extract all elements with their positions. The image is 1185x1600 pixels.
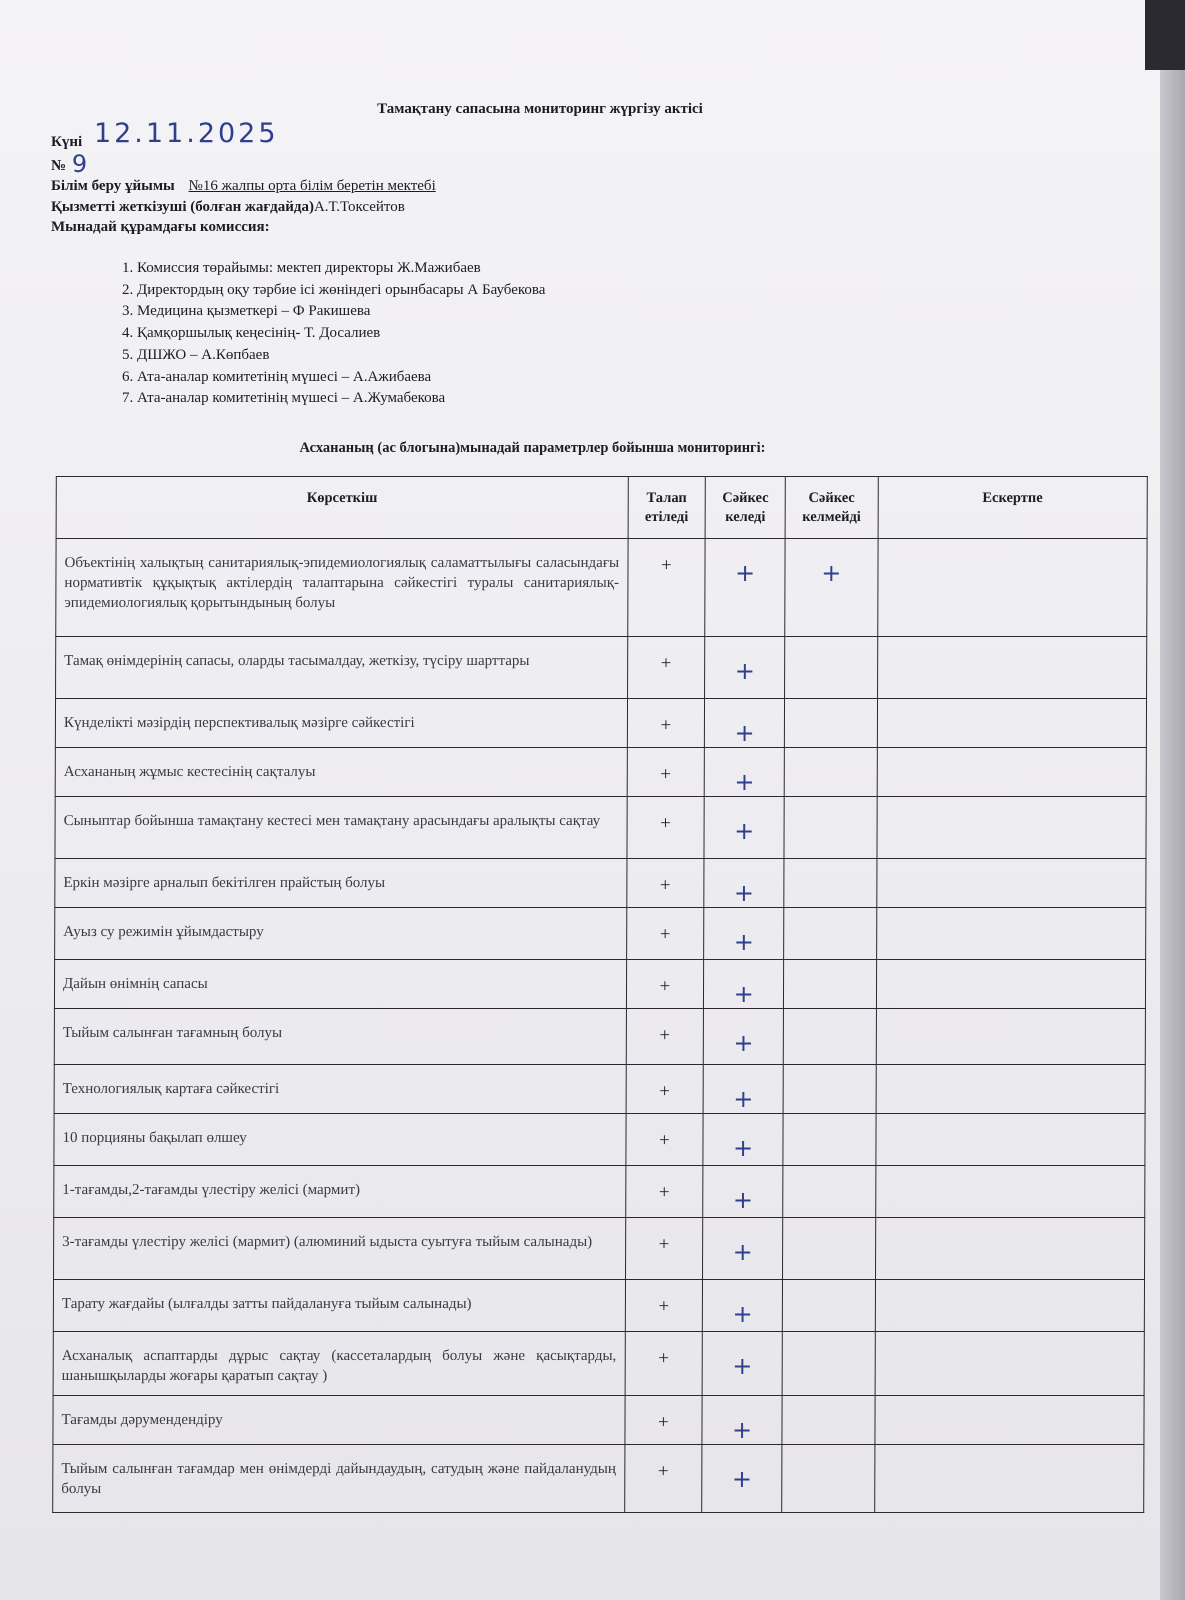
required-mark: + xyxy=(625,1280,703,1332)
required-mark: + xyxy=(627,637,705,699)
page-edge xyxy=(1160,0,1185,1600)
monitoring-table xyxy=(52,476,1148,1513)
table-header-row xyxy=(56,477,1147,539)
compliant-mark xyxy=(704,960,784,1009)
required-mark: + xyxy=(626,1065,704,1114)
note-cell xyxy=(877,699,1146,748)
compliant-mark xyxy=(702,1445,782,1513)
note-cell xyxy=(876,1114,1146,1166)
compliant-mark-handwritten: + xyxy=(732,1300,753,1328)
note-cell xyxy=(874,1445,1144,1513)
compliant-mark xyxy=(702,1332,782,1396)
compliant-mark xyxy=(704,1009,784,1065)
note-cell xyxy=(876,960,1145,1009)
background-corner xyxy=(1145,0,1185,70)
commission-member: 2. Директордың оқу тәрбие ісі жөніндегі орынбасары А Баубекова xyxy=(122,281,546,298)
indicator-cell: Объектінің халықтың санитариялық-эпидемиологиялық саламаттылығы саласындағы нормативтік құқықтық актілердің талаптарына сәйкестігі туралы санитариялық-эпидемиологиялық қорытындының болуы xyxy=(56,539,628,637)
compliant-mark-handwritten: + xyxy=(733,1029,754,1057)
required-mark: + xyxy=(624,1396,702,1445)
indicator-cell: Тыйым салынған тағамның болуы xyxy=(54,1009,626,1065)
supplier-line xyxy=(51,199,405,216)
compliant-mark xyxy=(704,859,784,908)
commission-member: 7. Ата-аналар комитетінің мүшесі – А.Жумабекова xyxy=(122,390,446,407)
table-row xyxy=(54,1065,1145,1114)
required-mark: + xyxy=(627,699,705,748)
indicator-cell: Тарату жағдайы (ылғалды затты пайдалануға тыйым салынады) xyxy=(53,1280,625,1332)
compliant-mark-handwritten: + xyxy=(733,980,754,1008)
note-cell xyxy=(875,1166,1145,1218)
noncompliant-mark xyxy=(782,1445,875,1513)
commission-member: 5. ДШЖО – А.Көпбаев xyxy=(122,346,270,363)
note-cell xyxy=(877,797,1147,859)
note-cell xyxy=(875,1396,1144,1445)
indicator-cell: Күнделікті мәзірдің перспективалық мәзірге сәйкестігі xyxy=(55,699,627,748)
number-line xyxy=(51,148,90,176)
noncompliant-mark xyxy=(784,797,877,859)
compliant-mark xyxy=(703,1218,783,1280)
indicator-cell: 1-тағамды,2-тағамды үлестіру желісі (мармит) xyxy=(54,1166,626,1218)
table-title: Асхананың (ас блогына)мынадай параметрлер бойынша мониторингі: xyxy=(299,440,766,456)
commission-member: 6. Ата-аналар комитетінің мүшесі – А.Ажибаева xyxy=(122,368,432,385)
required-mark: + xyxy=(626,908,704,960)
document-title: Тамақтану сапасына мониторинг жүргізу актісі xyxy=(377,101,703,117)
commission-member: 1. Комиссия төрайымы: мектеп директоры Ж.Мажибаев xyxy=(122,260,481,276)
required-mark: + xyxy=(627,748,705,797)
required-mark: + xyxy=(624,1445,702,1513)
noncompliant-mark xyxy=(782,1396,875,1445)
school-label: Білім беру ұйымы xyxy=(51,178,175,194)
supplier-label: Қызметті жеткізуші (болған жағдайда) xyxy=(51,199,314,215)
compliant-mark-handwritten: + xyxy=(735,559,756,587)
required-mark: + xyxy=(626,1009,704,1065)
note-cell xyxy=(875,1218,1145,1280)
noncompliant-mark xyxy=(785,637,878,699)
date-value: 12.11.2025 xyxy=(93,118,279,149)
compliant-mark xyxy=(703,1166,783,1218)
school-value: №16 жалпы орта білім беретін мектебі xyxy=(188,178,436,194)
table-row xyxy=(54,1114,1145,1166)
indicator-cell: Тыйым салынған тағамдар мен өнімдерді дайындаудың, сатудың және пайдаланудың болуы xyxy=(53,1445,625,1513)
table-row xyxy=(54,960,1145,1009)
indicator-cell: Тағамды дәрумендендіру xyxy=(53,1396,625,1445)
noncompliant-mark xyxy=(782,1280,875,1332)
commission-list xyxy=(122,258,545,410)
table-row xyxy=(53,1396,1144,1445)
table-row xyxy=(55,748,1146,797)
table-row xyxy=(54,1009,1145,1065)
indicator-cell: Еркін мәзірге арналып бекітілген прайстың болуы xyxy=(55,859,627,908)
commission-member: 3. Медицина қызметкері – Ф Ракишева xyxy=(122,303,371,320)
header-note: Ескертпе xyxy=(878,477,1148,539)
compliant-mark-handwritten: + xyxy=(732,1238,753,1266)
note-cell xyxy=(876,908,1146,960)
noncompliant-mark xyxy=(783,1114,876,1166)
compliant-mark-handwritten: + xyxy=(732,1416,753,1444)
required-mark: + xyxy=(627,539,705,637)
indicator-cell: Асханалық аспаптарды дұрыс сақтау (кассеталардың болуы және қасықтарды, шанышқыларды жоғары қаратып сақтау ) xyxy=(53,1332,625,1396)
compliant-mark-handwritten: + xyxy=(734,657,755,685)
compliant-mark xyxy=(704,908,784,960)
note-cell xyxy=(877,637,1147,699)
commission-label: Мынадай құрамдағы комиссия: xyxy=(51,219,270,235)
compliant-mark xyxy=(703,1280,783,1332)
note-cell xyxy=(875,1280,1145,1332)
compliant-mark xyxy=(703,1065,783,1114)
commission-member: 4. Қамқоршылық кеңесінің- Т. Досалиев xyxy=(122,325,381,342)
indicator-cell: 10 порцияны бақылап өлшеу xyxy=(54,1114,626,1166)
table-body xyxy=(53,539,1147,1513)
table-row xyxy=(53,1332,1144,1396)
compliant-mark xyxy=(705,539,785,637)
compliant-mark-handwritten: + xyxy=(731,1465,753,1493)
noncompliant-mark xyxy=(784,699,877,748)
indicator-cell: 3-тағамды үлестіру желісі (мармит) (алюминий ыдыста суытуға тыйым салынады) xyxy=(54,1218,626,1280)
noncompliant-mark xyxy=(784,908,877,960)
table-row xyxy=(54,1218,1145,1280)
required-mark: + xyxy=(625,1166,703,1218)
required-mark: + xyxy=(625,1332,703,1396)
compliant-mark-handwritten: + xyxy=(734,817,755,845)
indicator-cell: Асхананың жұмыс кестесінің сақталуы xyxy=(55,748,627,797)
compliant-mark xyxy=(705,637,785,699)
compliant-mark-handwritten: + xyxy=(732,1352,753,1380)
compliant-mark-handwritten: + xyxy=(732,1186,754,1214)
note-cell xyxy=(877,748,1146,797)
header-compliant: Сәйкес келеді xyxy=(705,477,785,539)
indicator-cell: Сыныптар бойынша тамақтану кестесі мен тамақтану арасындағы аралықты сақтау xyxy=(55,797,627,859)
compliant-mark xyxy=(702,1396,782,1445)
table-row xyxy=(55,699,1146,748)
note-cell xyxy=(875,1332,1145,1396)
table-row xyxy=(55,797,1146,859)
supplier-value: А.Т.Токсейтов xyxy=(313,199,405,215)
required-mark: + xyxy=(627,797,705,859)
required-mark: + xyxy=(625,1218,703,1280)
school-line xyxy=(51,178,436,195)
noncompliant-mark xyxy=(784,859,877,908)
note-cell xyxy=(877,539,1147,637)
compliant-mark-handwritten: + xyxy=(733,928,754,956)
indicator-cell: Тамақ өнімдерінің сапасы, оларды тасымалдау, жеткізу, түсіру шарттары xyxy=(56,637,628,699)
noncompliant-mark xyxy=(783,1065,876,1114)
table-row xyxy=(53,1445,1144,1513)
indicator-cell: Дайын өнімнің сапасы xyxy=(54,960,626,1009)
header-required: Талап етіледі xyxy=(628,477,706,539)
compliant-mark-handwritten: + xyxy=(733,1134,754,1162)
noncompliant-mark xyxy=(783,1218,876,1280)
noncompliant-mark xyxy=(783,1009,876,1065)
table-row xyxy=(56,637,1147,699)
note-cell xyxy=(876,1009,1146,1065)
header-indicator: Көрсеткіш xyxy=(56,477,628,539)
indicator-cell: Технологиялық картаға сәйкестігі xyxy=(54,1065,626,1114)
compliant-mark-handwritten: + xyxy=(734,768,755,796)
date-label: Күні xyxy=(51,134,83,150)
noncompliant-mark xyxy=(784,748,877,797)
compliant-mark xyxy=(704,748,784,797)
table-row xyxy=(53,1280,1144,1332)
table-row xyxy=(55,859,1146,908)
noncompliant-mark xyxy=(782,1332,875,1396)
required-mark: + xyxy=(625,1114,703,1166)
note-cell xyxy=(876,1065,1145,1114)
indicator-cell: Ауыз су режимін ұйымдастыру xyxy=(55,908,627,960)
compliant-mark xyxy=(703,1114,783,1166)
header-noncompliant: Сәйкес келмейді xyxy=(785,477,878,539)
compliant-mark xyxy=(704,797,784,859)
note-cell xyxy=(876,859,1145,908)
table-row xyxy=(54,1166,1145,1218)
noncompliant-mark-handwritten: + xyxy=(821,559,842,587)
required-mark: + xyxy=(626,960,704,1009)
compliant-mark xyxy=(705,699,785,748)
compliant-mark-handwritten: + xyxy=(733,1085,754,1113)
number-label: № xyxy=(51,158,67,174)
table-row xyxy=(55,908,1146,960)
number-value: 9 xyxy=(71,150,91,178)
noncompliant-mark xyxy=(785,539,878,637)
required-mark: + xyxy=(626,859,704,908)
noncompliant-mark xyxy=(784,960,877,1009)
table-row xyxy=(56,539,1147,637)
compliant-mark-handwritten: + xyxy=(734,719,755,747)
compliant-mark-handwritten: + xyxy=(733,879,755,907)
noncompliant-mark xyxy=(783,1166,876,1218)
